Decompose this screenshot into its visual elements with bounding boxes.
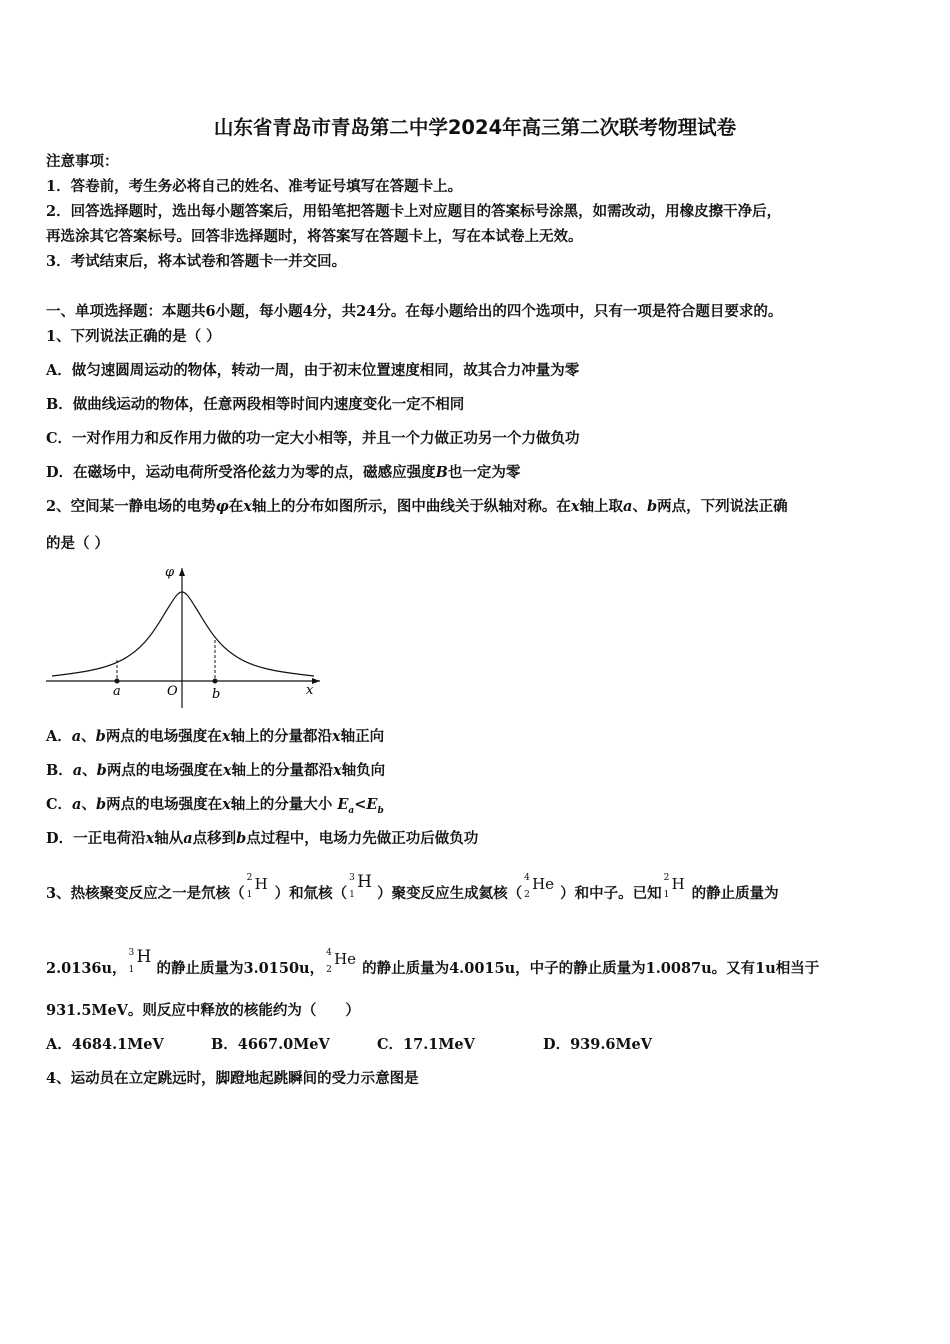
point-b-dot: [213, 679, 218, 684]
q1-option-a: A．做匀速圆周运动的物体，转动一周，由于初末位置速度相同，故其合力冲量为零: [46, 362, 580, 379]
y-axis-arrow: [179, 568, 185, 576]
q2-option-a: A．a、b两点的电场强度在x轴上的分量都沿x轴正向: [46, 728, 385, 745]
potential-graph: [42, 560, 327, 710]
notice-item-2: 2．回答选择题时，选出每小题答案后，用铅笔把答题卡上对应题目的答案标号涂黑，如需改动，用橡皮擦干净后，: [46, 203, 782, 220]
notice-item-1: 1．答卷前，考生务必将自己的姓名、准考证号填写在答题卡上。: [46, 178, 463, 195]
notice-item-2-cont: 再选涂其它答案标号。回答非选择题时，将答案写在答题卡上，写在本试卷上无效。: [46, 228, 583, 245]
q2-stem: 2、空间某一静电场的电势φ在x轴上的分布如图所示，图中曲线关于纵轴对称。在x轴上取a、b两点，下列说法正确: [46, 498, 788, 515]
helium-symbol: 4 2 He: [524, 873, 555, 900]
y-axis-label: φ: [165, 565, 175, 580]
q2-stem-cont: 的是（ ）: [46, 535, 110, 552]
point-a-label: a: [113, 684, 121, 699]
q2-option-c: C．a、b两点的电场强度在x轴上的分量大小 $E_a<E_b$: [46, 796, 384, 816]
q2-option-d: D．一正电荷沿x轴从a点移到b点过程中，电场力先做正功后做负功: [46, 830, 479, 847]
q4-stem: 4、运动员在立定跳远时，脚蹬地起跳瞬间的受力示意图是: [46, 1070, 419, 1087]
q3-options: [46, 1035, 652, 1055]
q1-stem: 1、下列说法正确的是（ ）: [46, 328, 221, 345]
deuterium-symbol-2: 2 1 H: [663, 873, 685, 900]
tritium-symbol-2: 3 1 H: [128, 947, 152, 975]
q2-option-b: B．a、b两点的电场强度在x轴上的分量都沿x轴负向: [46, 762, 386, 779]
q3-option-d: D．939.6MeV: [543, 1036, 653, 1053]
point-a-dot: [115, 679, 120, 684]
tritium-symbol: 3 1 H: [349, 872, 372, 900]
helium-symbol-2: 4 2 He: [326, 948, 357, 975]
q1-option-b: B．做曲线运动的物体，任意两段相等时间内速度变化一定不相同: [46, 396, 465, 413]
deuterium-symbol: 2 1 H: [246, 873, 268, 900]
q3-option-c: C．17.1MeV: [377, 1036, 475, 1053]
section-heading: 一、单项选择题：本题共6小题，每小题4分，共24分。在每小题给出的四个选项中，只有一项是符合题目要求的。: [46, 303, 783, 320]
page-title: 山东省青岛市青岛第二中学2024年高三第二次联考物理试卷: [213, 116, 737, 139]
origin-label: O: [167, 684, 178, 699]
q3-option-a: A．4684.1MeV: [46, 1036, 164, 1053]
q1-option-c: C．一对作用力和反作用力做的功一定大小相等，并且一个力做正功另一个力做负功: [46, 430, 580, 447]
q3-option-b: B．4667.0MeV: [211, 1036, 330, 1053]
point-b-label: b: [212, 687, 221, 702]
notice-item-3: 3．考试结束后，将本试卷和答题卡一并交回。: [46, 253, 347, 270]
q1-option-d: D．在磁场中，运动电荷所受洛伦兹力为零的点，磁感应强度B也一定为零: [46, 464, 521, 481]
q3-stem-line2: 2.0136u， 3 1 H 的静止质量为3.0150u， 4 2 He 的静止质量为4.0015u，中子的静止质量为1.0087u。又有1u相当于: [46, 947, 820, 977]
x-axis-label: x: [306, 683, 314, 698]
notice-heading: 注意事项：: [46, 153, 119, 170]
q3-stem: 3、热核聚变反应之一是氘核（ 2 1 H ）和氚核（ 3 1 H ）聚变反应生成氦核（ 4 2 He ）和中子。已知 2 1 H 的静止质量为: [46, 872, 779, 902]
potential-curve: [52, 592, 314, 676]
q3-stem-line3: 931.5MeV。则反应中释放的核能约为（ ）: [46, 1002, 360, 1019]
